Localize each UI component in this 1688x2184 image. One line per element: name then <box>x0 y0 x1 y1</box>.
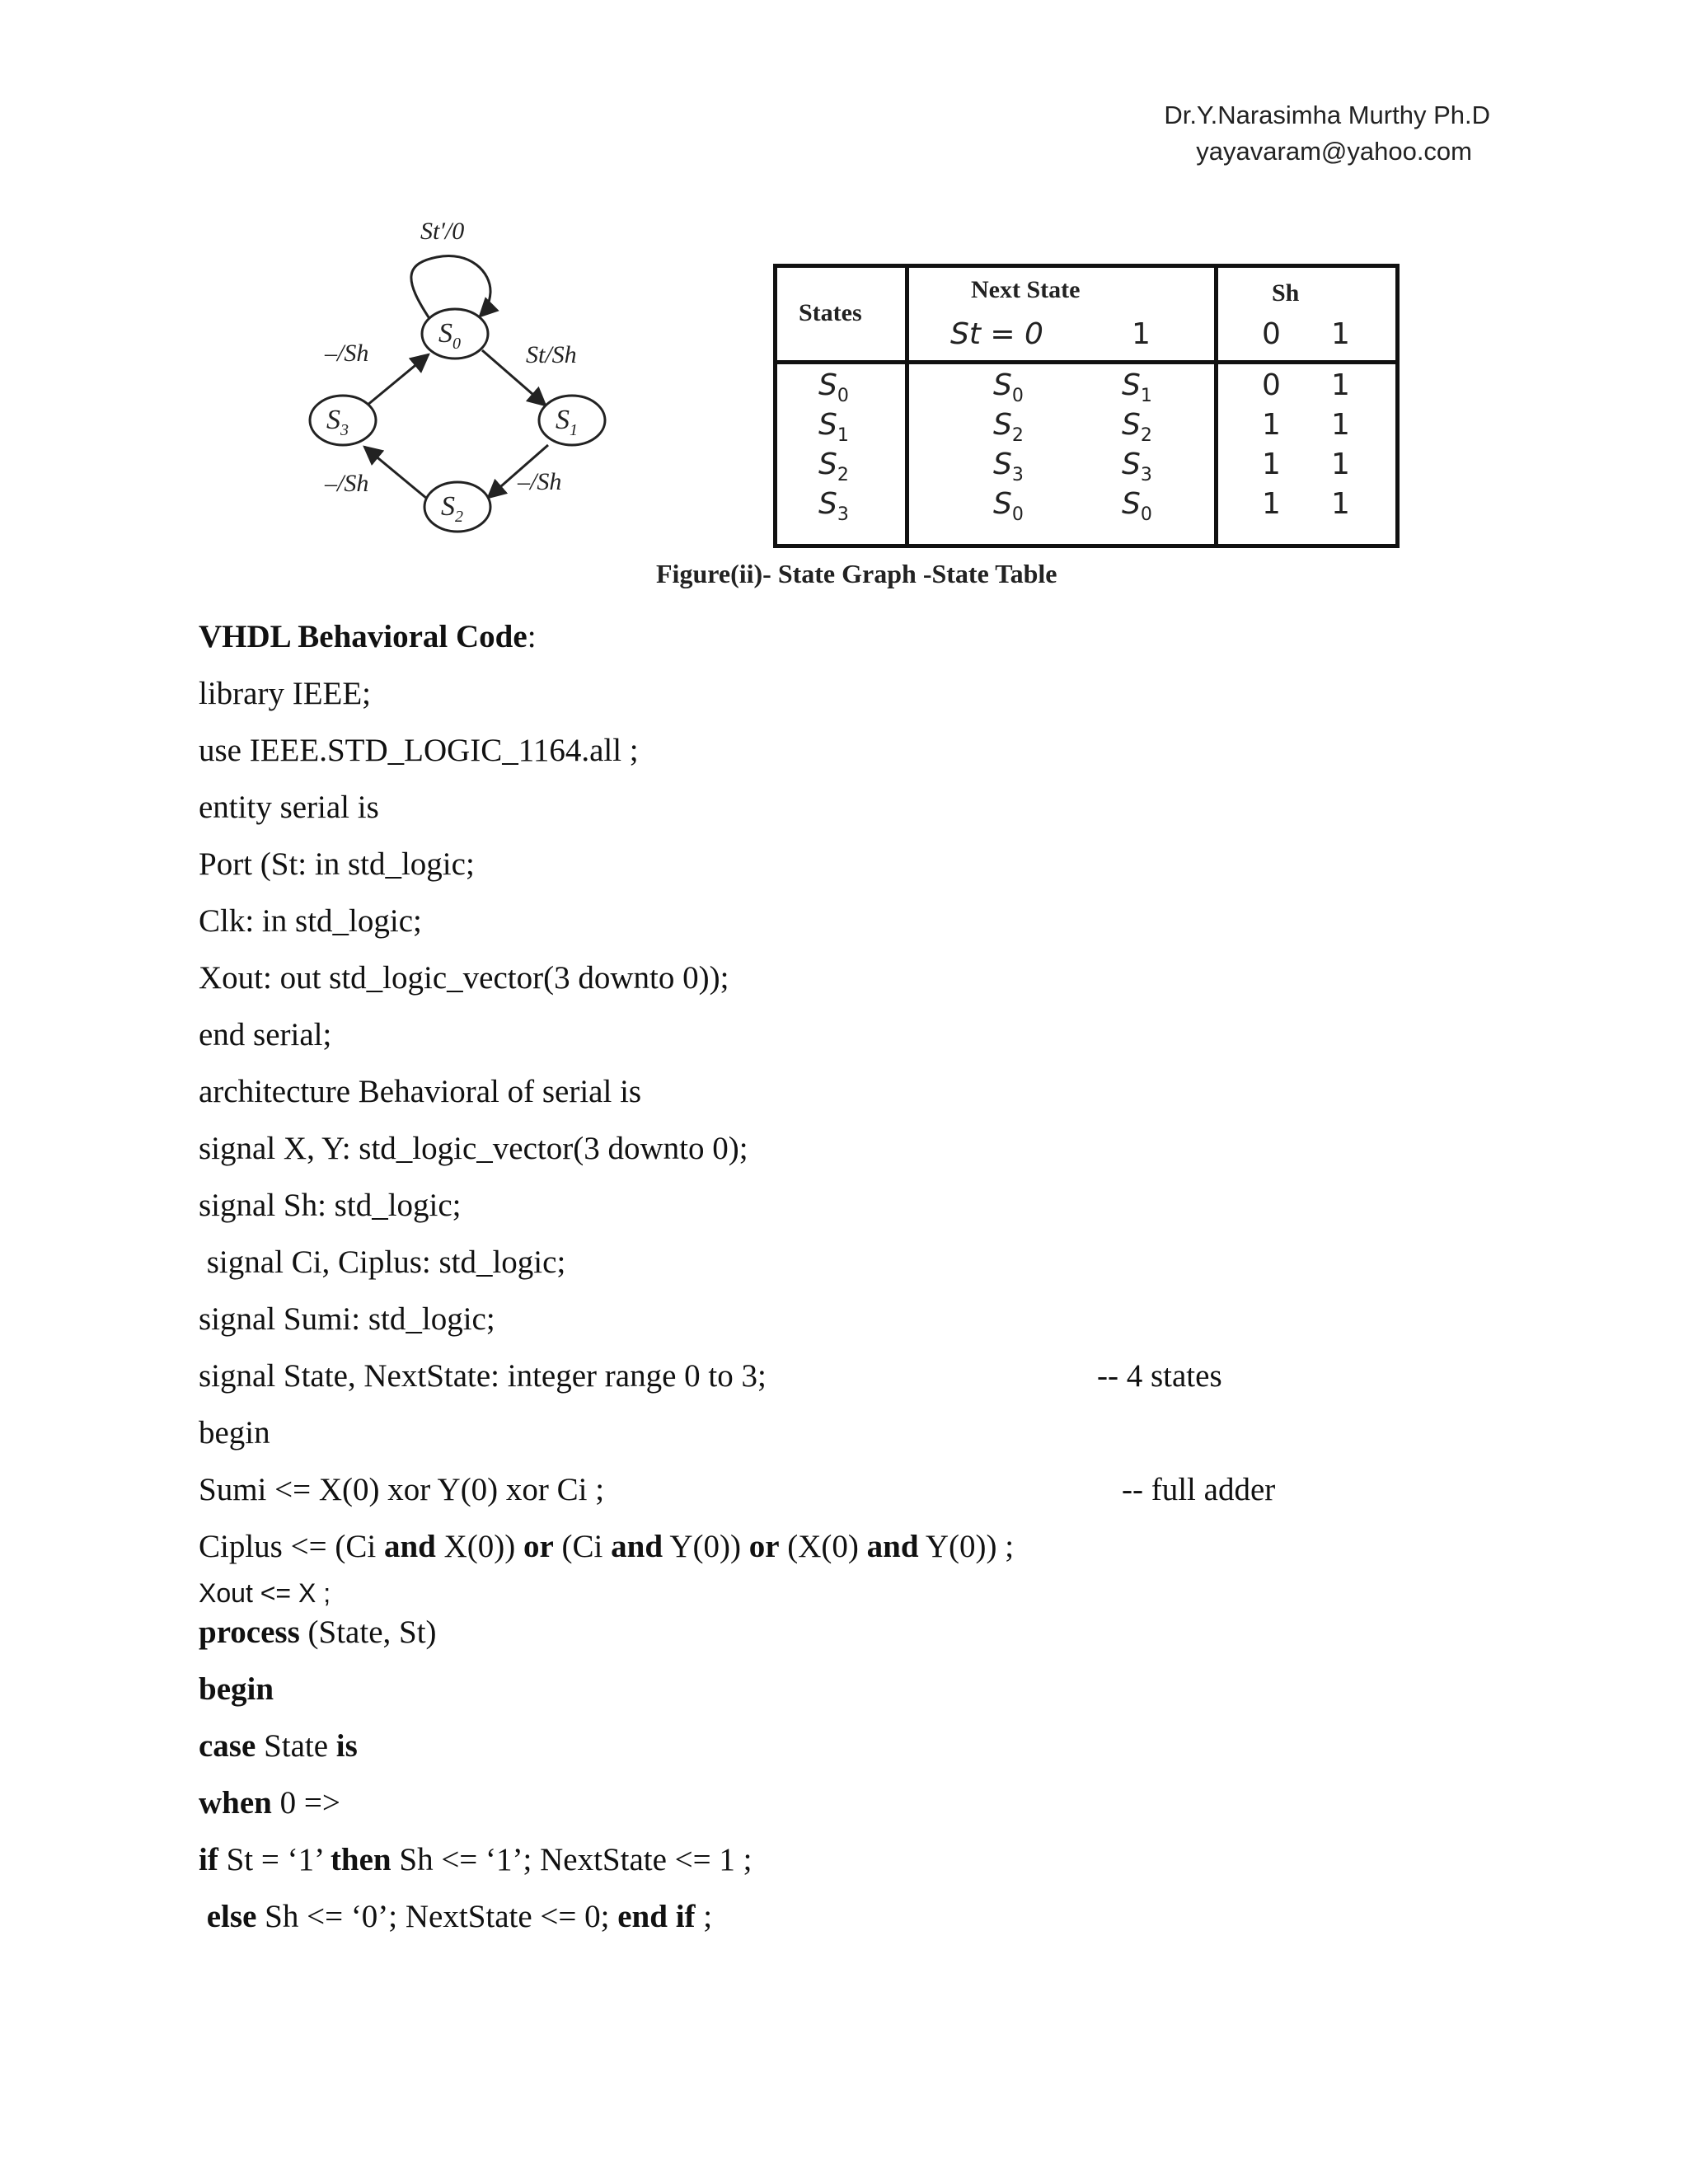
code-line: signal Sumi: std_logic; <box>199 1301 495 1337</box>
code-line: case State is <box>199 1728 358 1764</box>
col-states-header: States <box>799 299 862 326</box>
code-line: library IEEE; <box>199 676 371 711</box>
author-name: Dr.Y.Narasimha Murthy Ph.D <box>1164 101 1490 129</box>
code-line: Port (St: in std_logic; <box>199 846 475 882</box>
code-line: begin <box>199 1671 274 1707</box>
label-self-loop: St′/0 <box>420 218 465 245</box>
code-line: process (State, St) <box>199 1615 437 1650</box>
sub-header-one: 1 <box>1132 317 1151 351</box>
code-line: Xout: out std_logic_vector(3 downto 0)); <box>199 960 729 996</box>
code-line: signal State, NextState: integer range 0 to 3; <box>199 1358 767 1394</box>
author-email: yayavaram@yahoo.com <box>1196 137 1472 166</box>
figure-caption: Figure(ii)- State Graph -State Table <box>656 559 1057 588</box>
page-header <box>1164 97 1490 170</box>
node-s2 <box>424 482 490 532</box>
code-line: begin <box>199 1415 270 1451</box>
code-line: end serial; <box>199 1017 332 1052</box>
code-line: use IEEE.STD_LOGIC_1164.all ; <box>199 733 639 768</box>
code-line: Ciplus <= (Ci and X(0)) or (Ci and Y(0)) or (X(0) and Y(0)) ; <box>199 1529 1015 1564</box>
code-line: signal Sh: std_logic; <box>199 1188 462 1223</box>
edge-s3-s0 <box>367 354 429 405</box>
state-graph-svg <box>297 214 626 544</box>
label-s2-s3: –/Sh <box>325 470 369 497</box>
label-s1-s2: –/Sh <box>518 468 562 495</box>
sub-header-st: St = 0 <box>950 317 1043 351</box>
label-s0-s1: St/Sh <box>526 341 577 368</box>
code-heading: VHDL Behavioral Code: <box>199 619 537 654</box>
svg-text:S3: $S_3$ <box>326 405 349 439</box>
code-line: else Sh <= ‘0’; NextState <= 0; end if ; <box>199 1899 713 1934</box>
code-line: Clk: in std_logic; <box>199 903 422 939</box>
svg-text:S1: $S_1$ <box>556 405 578 439</box>
table-divider <box>777 360 1395 364</box>
node-s1 <box>539 396 605 445</box>
table-divider <box>1214 268 1218 544</box>
code-line: if St = ‘1’ then Sh <= ‘1’; NextState <= 1 ; <box>199 1842 753 1877</box>
state-graph <box>297 214 626 544</box>
code-line: entity serial is <box>199 790 379 825</box>
code-line: Sumi <= X(0) xor Y(0) xor Ci ; <box>199 1472 605 1507</box>
sub-header-sh1: 1 <box>1331 317 1350 351</box>
node-s3 <box>310 396 376 445</box>
label-s3-s0: –/Sh <box>325 340 369 367</box>
svg-text:S2: $S_2$ <box>441 491 463 526</box>
node-s0 <box>422 309 488 359</box>
svg-text:S0: $S_0$ <box>438 318 461 353</box>
state-table: States Next State Sh St = 0 1 0 1 $S_0$ $S_0$ $S_1$ 0 1 $S_1$ $S_2$ $S_2$ 1 1 $S_2$ $S_3$ $S_3$ 1 1 $S_3$ $S_0$ $S_0$ 1 1 <box>773 264 1400 548</box>
col-next-state-header: Next State <box>971 276 1081 303</box>
code-comment: -- full adder <box>1122 1472 1276 1507</box>
code-line: when 0 => <box>199 1785 340 1821</box>
edge-s2-s3 <box>364 447 427 499</box>
sub-header-sh0: 0 <box>1262 317 1281 351</box>
col-sh-header: Sh <box>1272 279 1300 307</box>
code-line: Xout <= X ; <box>199 1578 331 1608</box>
code-line: signal Ci, Ciplus: std_logic; <box>199 1244 566 1280</box>
code-comment: -- 4 states <box>1097 1358 1222 1394</box>
code-line: signal X, Y: std_logic_vector(3 downto 0); <box>199 1131 748 1166</box>
table-divider <box>905 268 909 544</box>
code-line: architecture Behavioral of serial is <box>199 1074 642 1109</box>
